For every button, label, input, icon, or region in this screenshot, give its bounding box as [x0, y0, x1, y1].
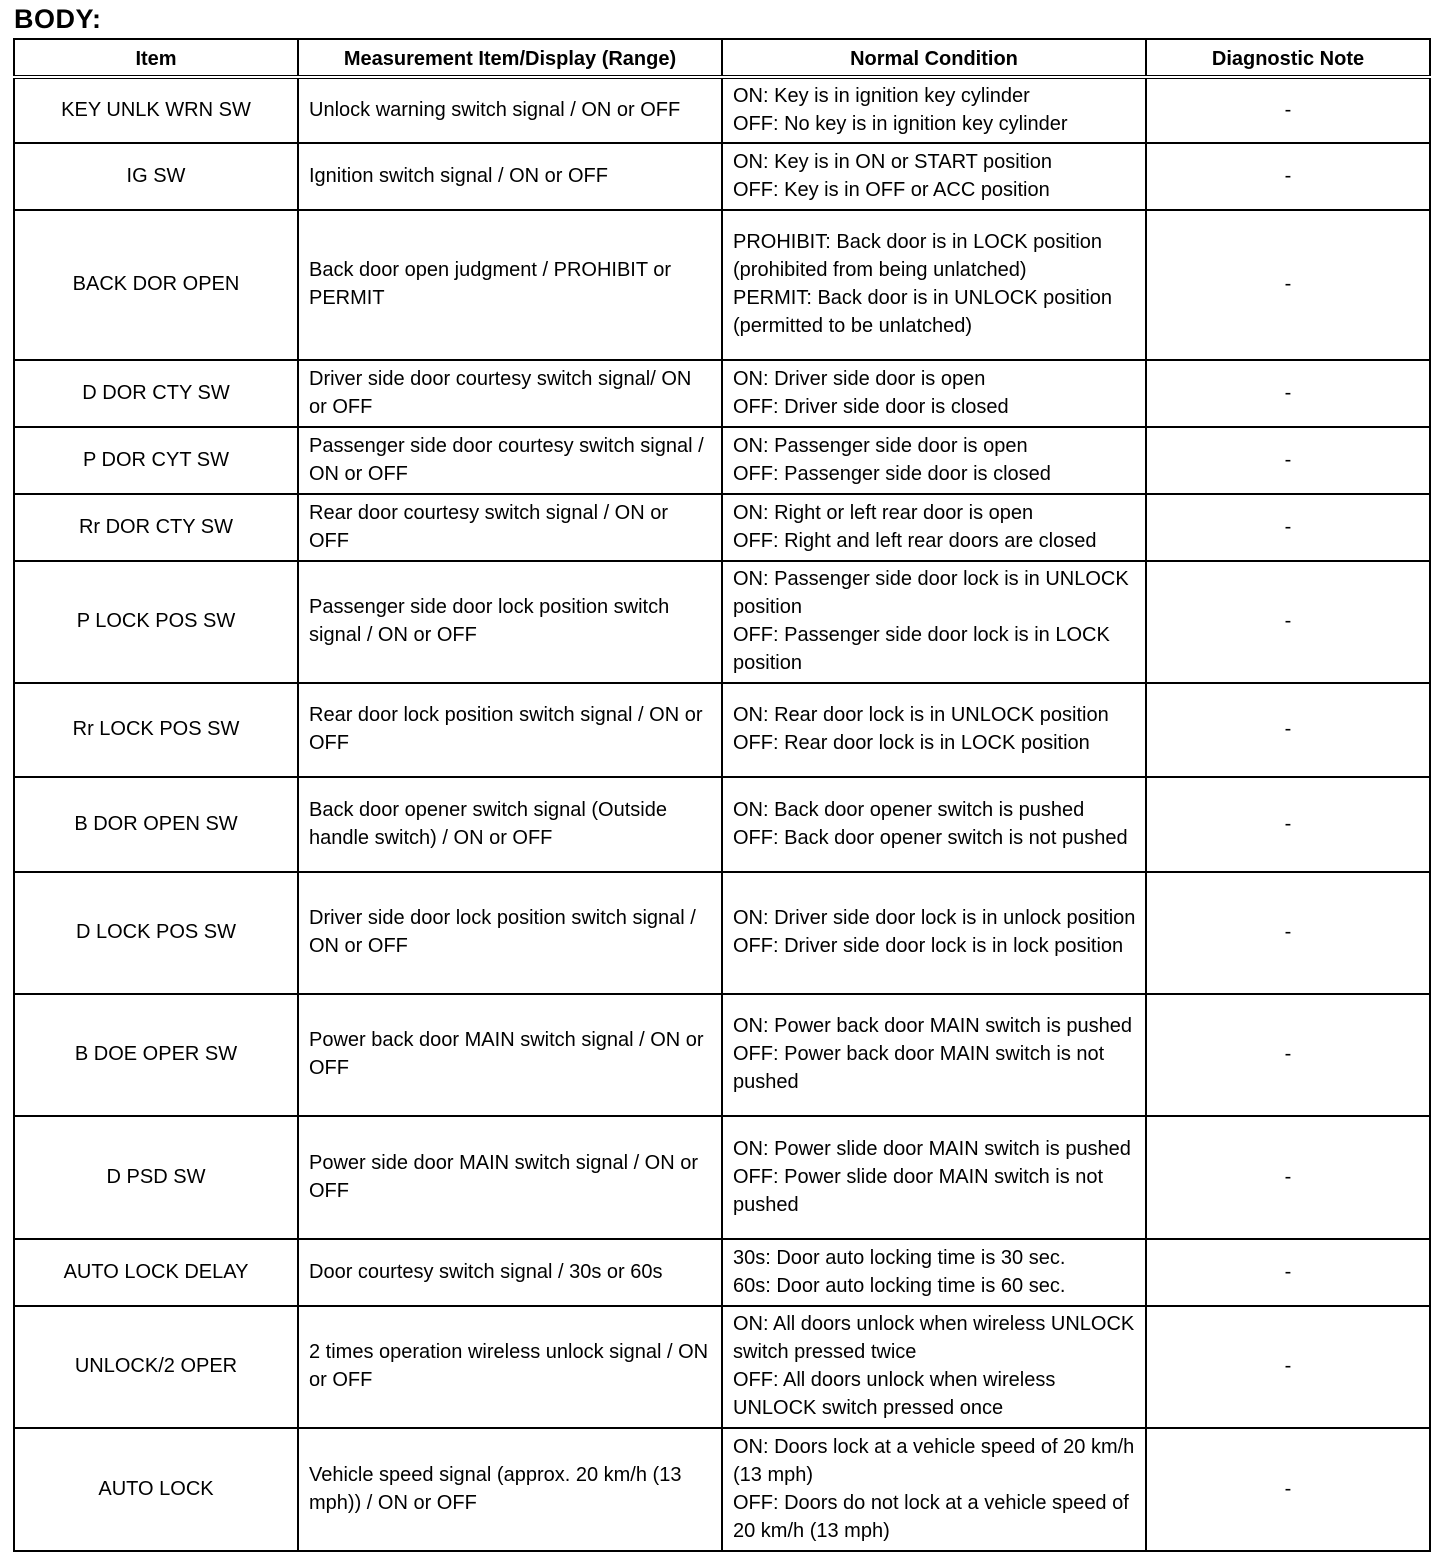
condition-line: OFF: No key is in ignition key cylinder	[733, 112, 1068, 135]
table-row	[14, 1239, 1430, 1306]
cell-diagnostic-note: -	[1146, 777, 1430, 872]
cell-diagnostic-note: -	[1146, 994, 1430, 1116]
cell-normal-condition	[722, 143, 1146, 210]
cell-item: BACK DOR OPEN	[14, 210, 298, 360]
condition-line: ON: Power back door MAIN switch is pushed	[733, 1015, 1133, 1037]
condition-line: OFF: Right and left rear doors are closed	[733, 529, 1097, 552]
cell-item: KEY UNLK WRN SW	[14, 77, 298, 143]
condition-line: ON: All doors unlock when wireless UNLOCK switch pressed twice	[733, 1313, 1135, 1363]
cell-measurement: Back door opener switch signal (Outside handle switch) / ON or OFF	[298, 777, 722, 872]
cell-item: P DOR CYT SW	[14, 427, 298, 494]
cell-measurement: Driver side door courtesy switch signal/ ON or OFF	[298, 360, 722, 427]
cell-measurement: Passenger side door courtesy switch signal / ON or OFF	[298, 427, 722, 494]
cell-normal-condition	[722, 561, 1146, 683]
header-normal-condition: Normal Condition	[722, 39, 1146, 77]
condition-line: ON: Key is in ON or START position	[733, 150, 1052, 173]
cell-normal-condition	[722, 872, 1146, 994]
condition-line: OFF: Doors do not lock at a vehicle speed of 20 km/h (13 mph)	[733, 1491, 1129, 1542]
cell-measurement: Driver side door lock position switch signal / ON or OFF	[298, 872, 722, 994]
condition-line: ON: Driver side door lock is in unlock position	[733, 907, 1136, 929]
condition-line: OFF: Passenger side door lock is in LOCK position	[733, 624, 1110, 674]
condition-line: ON: Rear door lock is in UNLOCK position	[733, 704, 1109, 726]
table-row	[14, 1428, 1430, 1551]
condition-line: OFF: Driver side door is closed	[733, 395, 1009, 418]
cell-diagnostic-note: -	[1146, 1306, 1430, 1428]
condition-line: OFF: Passenger side door is closed	[733, 462, 1051, 485]
cell-item: AUTO LOCK	[14, 1428, 298, 1551]
table-row	[14, 872, 1430, 994]
data-list-table	[13, 38, 1431, 1552]
condition-line: ON: Driver side door is open	[733, 367, 986, 390]
cell-item: Rr LOCK POS SW	[14, 683, 298, 777]
cell-item: UNLOCK/2 OPER	[14, 1306, 298, 1428]
cell-normal-condition	[722, 1306, 1146, 1428]
cell-measurement: Unlock warning switch signal / ON or OFF	[298, 77, 722, 143]
condition-line: 60s: Door auto locking time is 60 sec.	[733, 1274, 1066, 1297]
condition-line: OFF: Key is in OFF or ACC position	[733, 178, 1050, 201]
condition-line: ON: Passenger side door is open	[733, 434, 1028, 457]
cell-measurement: Rear door courtesy switch signal / ON or OFF	[298, 494, 722, 561]
table-header-row	[14, 39, 1430, 77]
cell-normal-condition	[722, 777, 1146, 872]
cell-item: P LOCK POS SW	[14, 561, 298, 683]
cell-measurement: Ignition switch signal / ON or OFF	[298, 143, 722, 210]
cell-diagnostic-note: -	[1146, 427, 1430, 494]
cell-diagnostic-note: -	[1146, 561, 1430, 683]
cell-diagnostic-note: -	[1146, 1116, 1430, 1239]
cell-diagnostic-note: -	[1146, 494, 1430, 561]
cell-item: D DOR CTY SW	[14, 360, 298, 427]
condition-line: OFF: All doors unlock when wireless UNLOCK switch pressed once	[733, 1369, 1056, 1419]
cell-normal-condition	[722, 1239, 1146, 1306]
cell-item: AUTO LOCK DELAY	[14, 1239, 298, 1306]
table-row	[14, 561, 1430, 683]
cell-normal-condition	[722, 494, 1146, 561]
condition-line: 30s: Door auto locking time is 30 sec.	[733, 1246, 1066, 1269]
table-row	[14, 777, 1430, 872]
condition-line: ON: Doors lock at a vehicle speed of 20 km/h (13 mph)	[733, 1435, 1135, 1486]
condition-line: PERMIT: Back door is in UNLOCK position (permitted to be unlatched)	[733, 287, 1113, 337]
condition-line: OFF: Power back door MAIN switch is not pushed	[733, 1043, 1105, 1093]
cell-item: Rr DOR CTY SW	[14, 494, 298, 561]
cell-measurement: Back door open judgment / PROHIBIT or PERMIT	[298, 210, 722, 360]
table-body	[14, 77, 1430, 1551]
condition-line: OFF: Back door opener switch is not pushed	[733, 826, 1128, 849]
cell-measurement: 2 times operation wireless unlock signal / ON or OFF	[298, 1306, 722, 1428]
cell-measurement: Power side door MAIN switch signal / ON or OFF	[298, 1116, 722, 1239]
table-row	[14, 360, 1430, 427]
condition-line: ON: Right or left rear door is open	[733, 501, 1034, 524]
cell-diagnostic-note: -	[1146, 143, 1430, 210]
table-row	[14, 494, 1430, 561]
condition-line: PROHIBIT: Back door is in LOCK position (prohibited from being unlatched)	[733, 231, 1103, 281]
condition-line: ON: Passenger side door lock is in UNLOCK position	[733, 568, 1129, 618]
header-item: Item	[14, 39, 298, 77]
condition-line: ON: Back door opener switch is pushed	[733, 798, 1085, 821]
cell-normal-condition	[722, 994, 1146, 1116]
cell-diagnostic-note: -	[1146, 872, 1430, 994]
table-row	[14, 143, 1430, 210]
condition-line: ON: Key is in ignition key cylinder	[733, 84, 1030, 107]
cell-item: B DOR OPEN SW	[14, 777, 298, 872]
cell-normal-condition	[722, 1428, 1146, 1551]
cell-diagnostic-note: -	[1146, 210, 1430, 360]
table-row	[14, 210, 1430, 360]
header-measurement: Measurement Item/Display (Range)	[298, 39, 722, 77]
section-title: BODY:	[14, 4, 102, 34]
cell-measurement: Vehicle speed signal (approx. 20 km/h (13 mph)) / ON or OFF	[298, 1428, 722, 1551]
header-diagnostic-note: Diagnostic Note	[1146, 39, 1430, 77]
cell-diagnostic-note: -	[1146, 1428, 1430, 1551]
cell-normal-condition	[722, 77, 1146, 143]
table-row	[14, 683, 1430, 777]
cell-measurement: Door courtesy switch signal / 30s or 60s	[298, 1239, 722, 1306]
cell-diagnostic-note: -	[1146, 360, 1430, 427]
cell-diagnostic-note: -	[1146, 77, 1430, 143]
cell-measurement: Passenger side door lock position switch signal / ON or OFF	[298, 561, 722, 683]
condition-line: ON: Power slide door MAIN switch is pushed	[733, 1137, 1131, 1160]
table-row	[14, 994, 1430, 1116]
cell-normal-condition	[722, 427, 1146, 494]
table-row	[14, 427, 1430, 494]
condition-line: OFF: Driver side door lock is in lock position	[733, 935, 1124, 957]
table-row	[14, 1116, 1430, 1239]
cell-normal-condition	[722, 683, 1146, 777]
cell-normal-condition	[722, 210, 1146, 360]
condition-line: OFF: Power slide door MAIN switch is not pushed	[733, 1165, 1104, 1216]
cell-measurement: Power back door MAIN switch signal / ON or OFF	[298, 994, 722, 1116]
cell-item: B DOE OPER SW	[14, 994, 298, 1116]
cell-measurement: Rear door lock position switch signal / ON or OFF	[298, 683, 722, 777]
condition-line: OFF: Rear door lock is in LOCK position	[733, 732, 1090, 754]
table-row	[14, 1306, 1430, 1428]
cell-item: D LOCK POS SW	[14, 872, 298, 994]
cell-normal-condition	[722, 1116, 1146, 1239]
cell-item: IG SW	[14, 143, 298, 210]
cell-diagnostic-note: -	[1146, 683, 1430, 777]
cell-normal-condition	[722, 360, 1146, 427]
cell-diagnostic-note: -	[1146, 1239, 1430, 1306]
table-row	[14, 77, 1430, 143]
cell-item: D PSD SW	[14, 1116, 298, 1239]
